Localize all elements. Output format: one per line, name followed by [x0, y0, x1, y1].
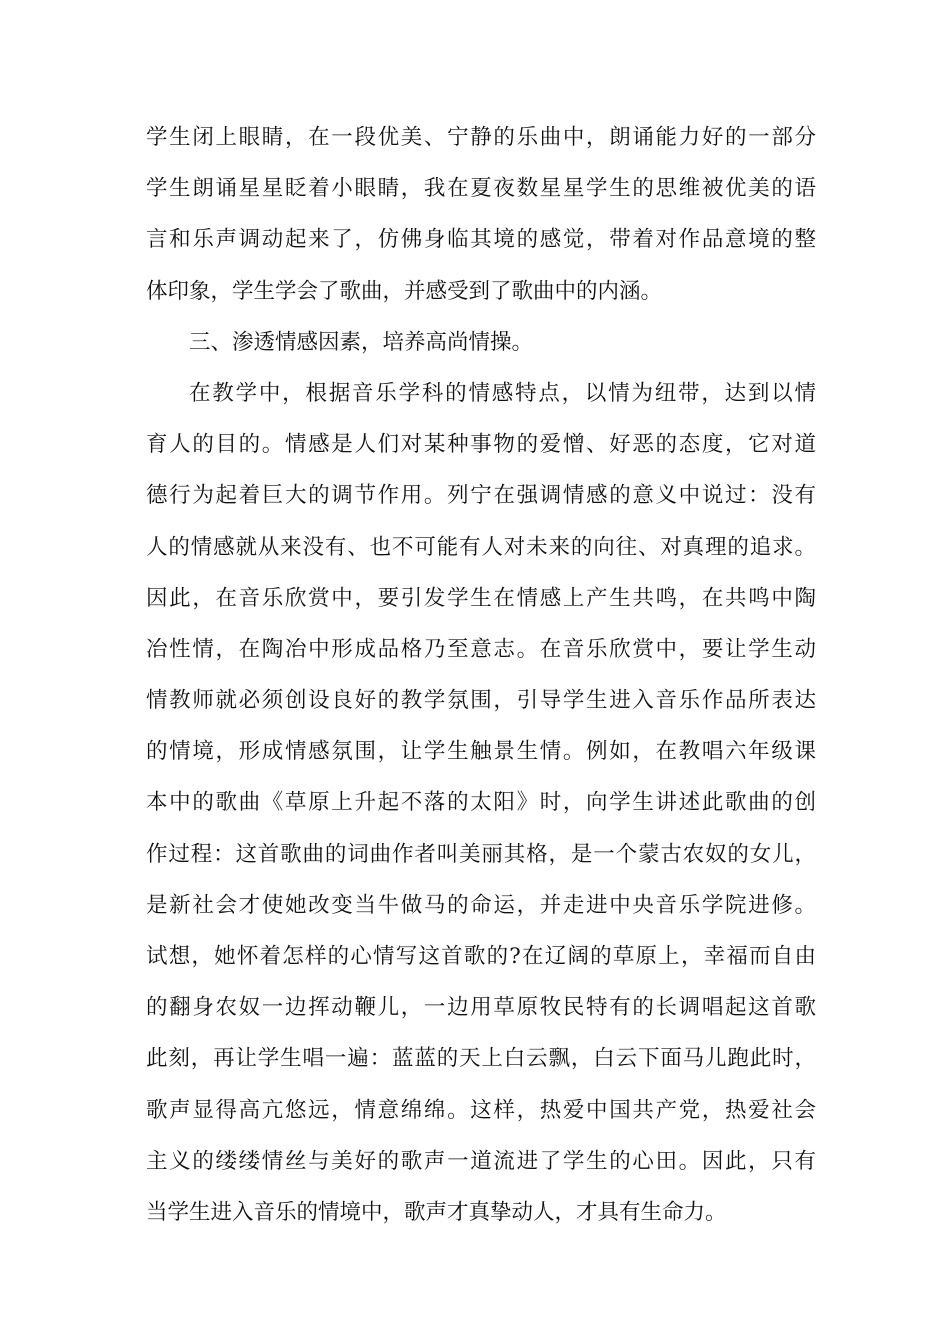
text-line: 学生闭上眼睛，在一段优美、宁静的乐曲中，朗诵能力好的一部分 [146, 125, 816, 150]
text-line: 因此，在音乐欣赏中，要引发学生在情感上产生共鸣，在共鸣中陶 [146, 585, 816, 611]
text-line: 试想，她怀着怎样的心情写这首歌的?在辽阔的草原上，幸福而自由 [146, 944, 816, 969]
text-line: 当学生进入音乐的情境中，歌声才真挚动人，才具有生命力。 [146, 1199, 727, 1225]
text-line: 是新社会才使她改变当牛做马的命运，并走进中央音乐学院进修。 [146, 892, 816, 918]
body-text [146, 112, 816, 1238]
text-line: 学生朗诵星星眨着小眼睛，我在夏夜数星星学生的思维被优美的语 [146, 176, 816, 202]
text-line: 的情境，形成情感氛围，让学生触景生情。例如，在教唱六年级课 [146, 739, 816, 765]
text-line: 在教学中，根据音乐学科的情感特点，以情为纽带，达到以情 [189, 380, 816, 406]
text-line: 本中的歌曲《草原上升起不落的太阳》时，向学生讲述此歌曲的创 [146, 790, 816, 816]
text-line: 作过程：这首歌曲的词曲作者叫美丽其格，是一个蒙古农奴的女儿， [146, 841, 816, 867]
text-line: 歌声显得高亢悠远，情意绵绵。这样，热爱中国共产党，热爱社会 [146, 1097, 816, 1123]
text-line: 言和乐声调动起来了，仿佛身临其境的感觉，带着对作品意境的整 [146, 227, 816, 253]
text-line: 育人的目的。情感是人们对某种事物的爱憎、好恶的态度，它对道 [146, 432, 816, 458]
text-line: 此刻，再让学生唱一遍：蓝蓝的天上白云飘，白云下面马儿跑此时， [146, 1046, 816, 1072]
text-line: 人的情感就从来没有、也不可能有人对未来的向往、对真理的追求。 [146, 534, 816, 560]
text-line: 情教师就必须创设良好的教学氛围，引导学生进入音乐作品所表达 [146, 688, 816, 714]
section-heading: 三、渗透情感因素，培养高尚情操。 [189, 329, 534, 355]
text-line: 体印象，学生学会了歌曲，并感受到了歌曲中的内涵。 [146, 278, 663, 304]
text-line: 主义的缕缕情丝与美好的歌声一道流进了学生的心田。因此，只有 [146, 1148, 816, 1174]
text-line: 德行为起着巨大的调节作用。列宁在强调情感的意义中说过：没有 [146, 483, 816, 509]
text-line: 冶性情，在陶冶中形成品格乃至意志。在音乐欣赏中，要让学生动 [146, 636, 816, 662]
text-line: 的翻身农奴一边挥动鞭儿，一边用草原牧民特有的长调唱起这首歌 [146, 995, 816, 1021]
